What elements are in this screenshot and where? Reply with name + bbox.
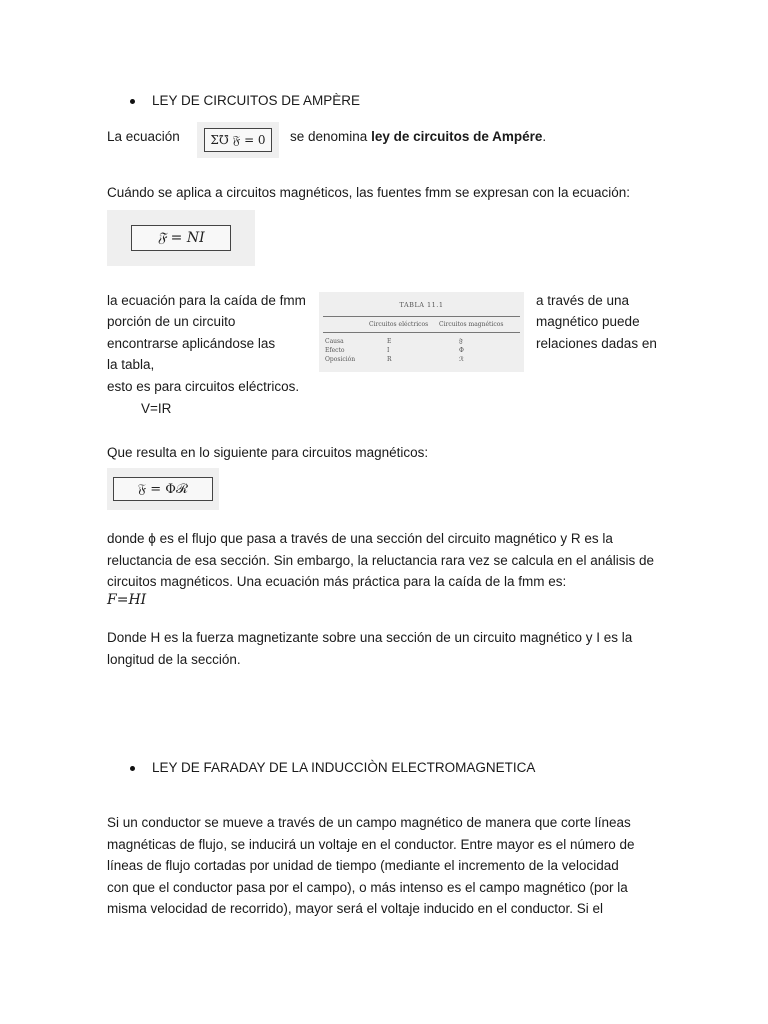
comparison-table-image: [319, 292, 524, 372]
paragraph-line: con que el conductor pasa por el campo), o más intenso es el campo magnético (por la: [107, 879, 628, 895]
bullet-icon: [130, 99, 135, 104]
phir-equation-image: [107, 468, 219, 510]
table-right-text-2: magnético puede: [536, 314, 640, 329]
section-heading-faraday: LEY DE FARADAY DE LA INDUCCIÒN ELECTROMAGNETICA: [152, 760, 536, 775]
sum-equation-image: [197, 122, 279, 158]
table-cell: E: [387, 338, 392, 345]
sources-line: Cuándo se aplica a circuitos magnéticos, las fuentes fmm se expresan con la ecuación:: [107, 185, 631, 200]
table-caption: TABLA 11.1: [399, 301, 444, 309]
table-cell: Φ: [459, 347, 464, 354]
paragraph-line: Si un conductor se mueve a través de un campo magnético de manera que corte líneas: [107, 815, 631, 830]
paragraph-line: reluctancia de esa sección. Sin embargo, la reluctancia rara vez se calcula en el análisis de: [107, 552, 655, 568]
equation-description-plain: se denomina: [290, 129, 372, 144]
table-row-label: Efecto: [325, 347, 345, 354]
paragraph-line: magnéticas de flujo, se inducirá un voltaje en el conductor. Entre mayor es el número de: [107, 836, 635, 852]
table-col2-header: Circuitos magnéticos: [439, 321, 504, 328]
equation-description: [290, 129, 546, 144]
faraday-paragraph: [107, 812, 667, 920]
table-row-label: Oposición: [325, 356, 356, 363]
table-right-text-1: a través de una: [536, 293, 630, 308]
sum-equation-text: Σ℧ 𝔉 = 0: [204, 128, 272, 152]
bullet-icon: [130, 766, 135, 771]
table-col1-header: Circuitos eléctricos: [369, 321, 429, 328]
table-left-text-3: encontrarse aplicándose las: [107, 336, 276, 351]
table-cell: I: [387, 347, 390, 354]
table-left-text-4: la tabla,: [107, 357, 155, 372]
table-rule-top: [323, 316, 520, 317]
table-rule-mid: [323, 332, 520, 333]
equation-description-bold: ley de circuitos de Ampére: [371, 129, 543, 144]
table-cell: ℛ: [459, 356, 464, 363]
fhi-equation: F=HI: [107, 592, 147, 608]
equation-intro-text: La ecuación: [107, 129, 180, 144]
flux-paragraph: [107, 528, 667, 593]
table-left-text-2: porción de un circuito: [107, 314, 236, 329]
table-right-text-3: relaciones dadas en: [536, 336, 657, 351]
table-row-label: Causa: [325, 338, 344, 345]
ni-equation-text: 𝔉 = NI: [131, 225, 231, 251]
phir-equation-text: 𝔉 = Φℛ: [113, 477, 213, 501]
paragraph-line: longitud de la sección.: [107, 651, 241, 667]
paragraph-line: misma velocidad de recorrido), mayor será el voltaje inducido en el conductor. Si el: [107, 901, 603, 916]
magnetizing-paragraph: [107, 627, 667, 670]
paragraph-line: circuitos magnéticos. Una ecuación más práctica para la caída de la fmm es:: [107, 574, 567, 589]
table-left-text-5: esto es para circuitos eléctricos.: [107, 379, 300, 394]
section-heading-ampere: LEY DE CIRCUITOS DE AMPÈRE: [152, 93, 361, 108]
paragraph-line: líneas de flujo cortadas por unidad de tiempo (mediante el incremento de la velocidad: [107, 858, 619, 873]
vir-equation: V=IR: [141, 401, 172, 416]
equation-description-end: .: [542, 129, 547, 144]
table-cell: R: [387, 356, 392, 363]
paragraph-line: donde ϕ es el flujo que pasa a través de una sección del circuito magnético y R es la: [107, 531, 613, 546]
table-cell: 𝔉: [459, 338, 463, 345]
ni-equation-image: [107, 210, 255, 266]
result-line: Que resulta en lo siguiente para circuitos magnéticos:: [107, 445, 429, 460]
table-left-text-1: la ecuación para la caída de fmm: [107, 293, 306, 308]
paragraph-line: Donde H es la fuerza magnetizante sobre una sección de un circuito magnético y I es la: [107, 630, 633, 645]
